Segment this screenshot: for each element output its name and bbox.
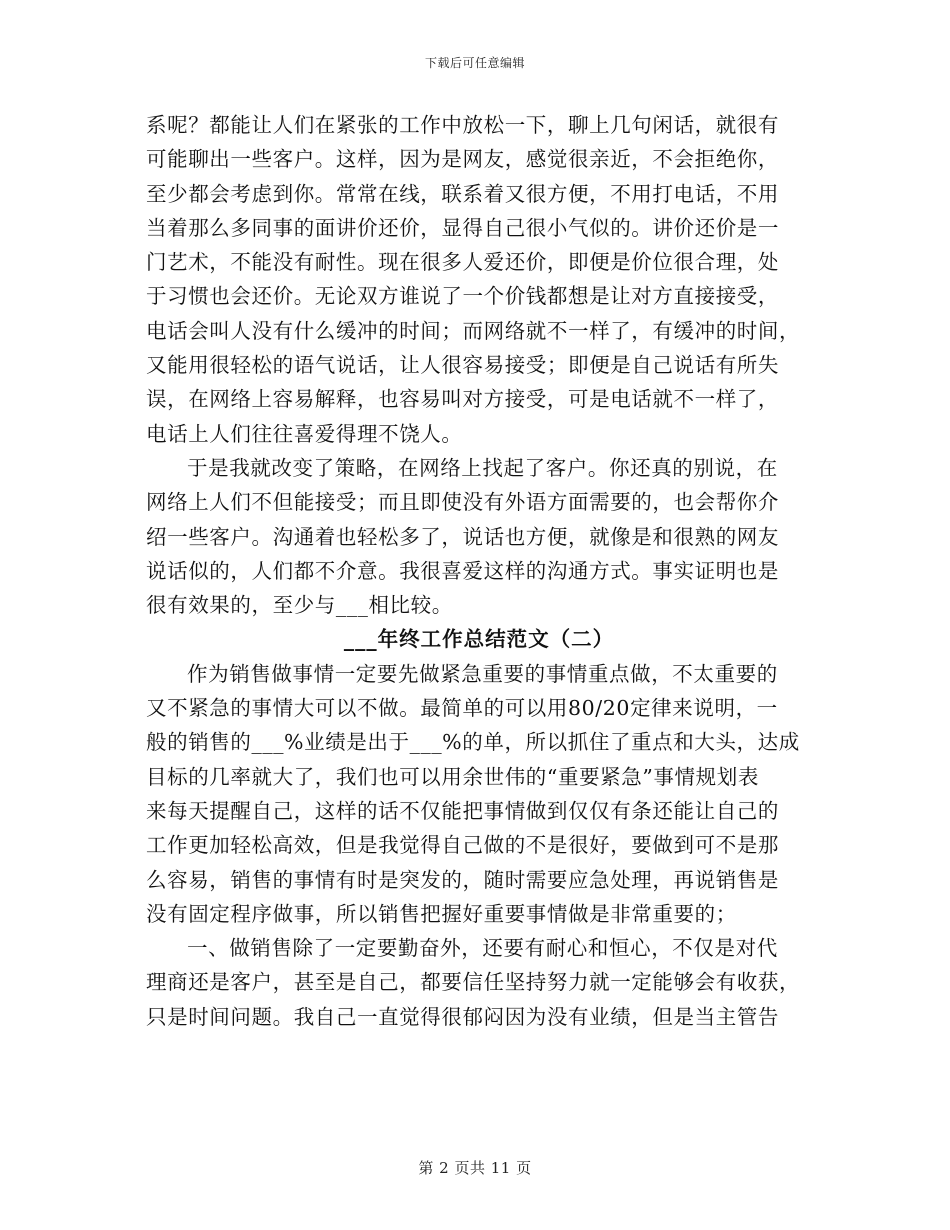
text-line: 误，在网络上容易解释，也容易叫对方接受，可是电话就不一样了，: [146, 387, 779, 412]
text-line: 一、做销售除了一定要勤奋外，还要有耐心和恒心，不仅是对代: [187, 936, 778, 961]
header-note: 下载后可任意编辑: [424, 56, 525, 70]
text-line: 又能用很轻松的语气说话，让人很容易接受；即便是自己说话有所失: [146, 353, 779, 378]
text-line: 目标的几率就大了，我们也可以用余世伟的“重要紧急”事情规划表: [146, 764, 759, 789]
text-line: 绍一些客户。沟通着也轻松多了，说话也方便，就像是和很熟的网友: [146, 524, 779, 549]
text-line: 没有固定程序做事，所以销售把握好重要事情做是非常重要的；: [146, 901, 737, 926]
text-line: 门艺术，不能没有耐性。现在很多人爱还价，即便是价位很合理，处: [146, 250, 779, 275]
text-line: 网络上人们不但能接受；而且即使没有外语方面需要的，也会帮你介: [146, 490, 779, 515]
text-line: 又不紧急的事情大可以不做。最简单的可以用80/20定律来说明，一: [146, 696, 778, 721]
text-line: 电话会叫人没有什么缓冲的时间；而网络就不一样了，有缓冲的时间，: [146, 318, 801, 343]
text-line: 至少都会考虑到你。常常在线，联系着又很方便，不用打电话，不用: [146, 181, 779, 206]
text-line: 般的销售的___%业绩是出于___%的单，所以抓住了重点和大头，达成: [146, 730, 800, 755]
text-line: 来每天提醒自己，这样的话不仅能把事情做到仅仅有条还能让自己的: [146, 798, 779, 823]
text-line: 可能聊出一些客户。这样，因为是网友，感觉很亲近，不会拒绝你，: [146, 147, 779, 172]
text-line: 说话似的，人们都不介意。我很喜爱这样的沟通方式。事实证明也是: [146, 558, 779, 583]
text-line: 么容易，销售的事情有时是突发的，随时需要应急处理，再说销售是: [146, 867, 779, 892]
text-line: 工作更加轻松高效，但是我觉得自己做的不是很好，要做到可不是那: [146, 833, 779, 858]
text-line: 只是时间问题。我自己一直觉得很郁闷因为没有业绩，但是当主管告: [146, 1004, 779, 1029]
text-line: 电话上人们往往喜爱得理不饶人。: [146, 421, 463, 446]
text-line: 于习惯也会还价。无论双方谁说了一个价钱都想是让对方直接接受，: [146, 284, 779, 309]
text-line: 作为销售做事情一定要先做紧急重要的事情重点做，不太重要的: [187, 661, 778, 686]
document-body: [146, 108, 812, 1034]
text-line: 当着那么多同事的面讲价还价，显得自己很小气似的。讲价还价是一: [146, 215, 779, 240]
text-line: 于是我就改变了策略，在网络上找起了客户。你还真的别说，在: [187, 455, 778, 480]
text-line: 系呢？都能让人们在紧张的工作中放松一下，聊上几句闲话，就很有: [146, 113, 779, 137]
text-line: 很有效果的，至少与___相比较。: [146, 593, 453, 618]
page-indicator: 第 2 页共 11 页: [418, 1159, 532, 1177]
text-line: 理商还是客户，甚至是自己，都要信任坚持努力就一定能够会有收获，: [146, 970, 801, 995]
section-heading: ___年终工作总结范文（二）: [343, 627, 615, 652]
